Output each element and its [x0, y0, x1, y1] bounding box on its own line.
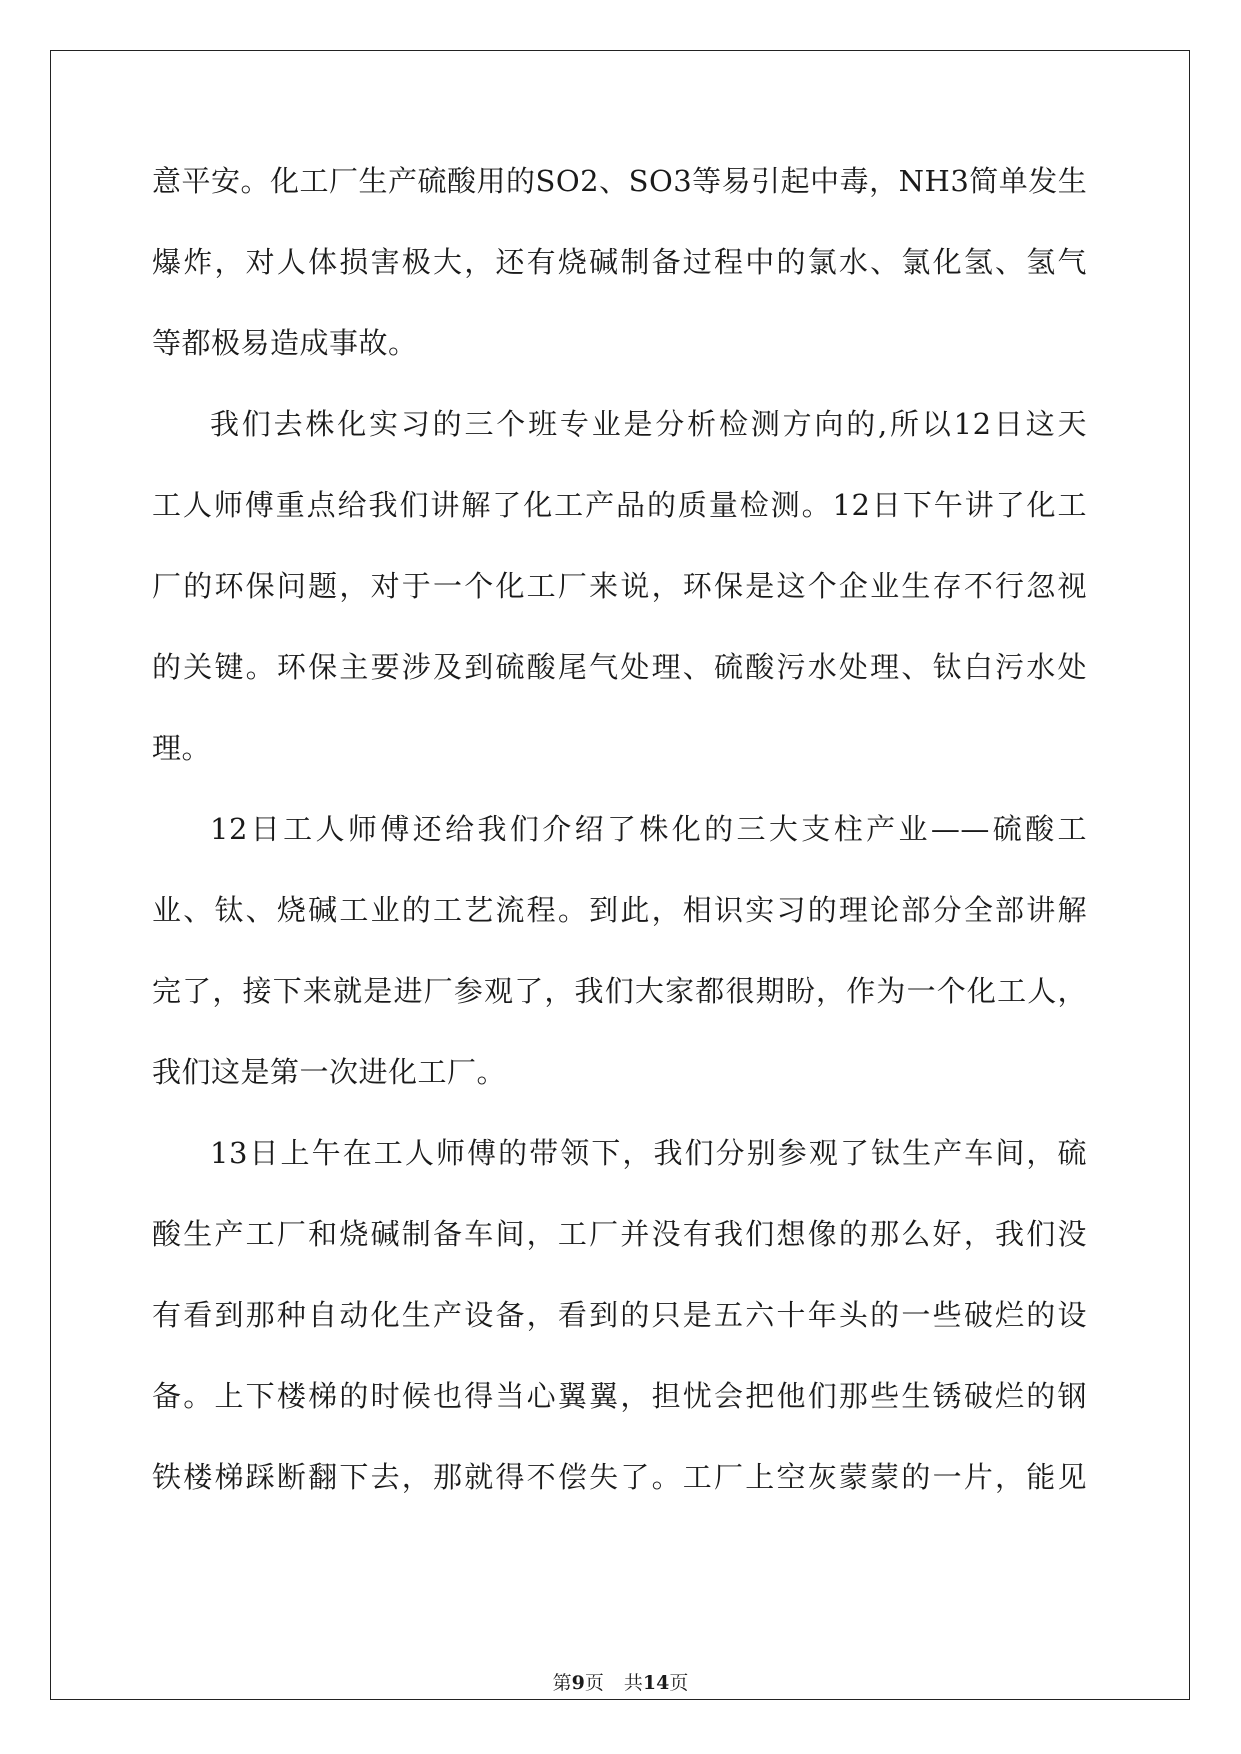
text-line: 备。上下楼梯的时候也得当心翼翼，担忧会把他们那些生锈破烂的钢 — [152, 1379, 1087, 1413]
total-pages: 14 — [642, 1672, 670, 1694]
text-line: 13日上午在工人师傅的带领下，我们分别参观了钛生产车间，硫 — [210, 1136, 1087, 1170]
text-line: 厂的环保问题，对于一个化工厂来说，环保是这个企业生存不行忽视 — [152, 569, 1087, 603]
text-line: 理。 — [152, 731, 212, 765]
text-line: 业、钛、烧碱工业的工艺流程。到此，相识实习的理论部分全部讲解 — [152, 893, 1087, 927]
page-footer — [0, 1671, 1241, 1695]
page-number: 9 — [571, 1672, 585, 1694]
text-line: 工人师傅重点给我们讲解了化工产品的质量检测。12日下午讲了化工 — [152, 488, 1087, 522]
text-line: 有看到那种自动化生产设备，看到的只是五六十年头的一些破烂的设 — [152, 1298, 1087, 1332]
text-line: 我们去株化实习的三个班专业是分析检测方向的,所以12日这天 — [210, 407, 1087, 441]
text-line: 爆炸，对人体损害极大，还有烧碱制备过程中的氯水、氯化氢、氢气 — [152, 245, 1087, 279]
text-line: 铁楼梯踩断翻下去，那就得不偿失了。工厂上空灰蒙蒙的一片，能见 — [152, 1460, 1087, 1494]
text-line: 完了，接下来就是进厂参观了，我们大家都很期盼，作为一个化工人， — [152, 974, 1087, 1008]
text-line: 酸生产工厂和烧碱制备车间，工厂并没有我们想像的那么好，我们没 — [152, 1217, 1087, 1251]
page-label-suffix: 页 — [584, 1672, 604, 1694]
document-body — [152, 155, 1087, 1532]
text-line: 我们这是第一次进化工厂。 — [152, 1055, 507, 1089]
text-line: 12日工人师傅还给我们介绍了株化的三大支柱产业——硫酸工 — [210, 812, 1087, 846]
text-line: 等都极易造成事故。 — [152, 326, 418, 360]
text-line: 的关键。环保主要涉及到硫酸尾气处理、硫酸污水处理、钛白污水处 — [152, 650, 1087, 684]
total-label-prefix: 共 — [623, 1672, 643, 1694]
total-label-suffix: 页 — [669, 1672, 689, 1694]
page-label-prefix: 第 — [552, 1672, 572, 1694]
text-line: 意平安。化工厂生产硫酸用的SO2、SO3等易引起中毒，NH3简单发生 — [152, 164, 1088, 198]
